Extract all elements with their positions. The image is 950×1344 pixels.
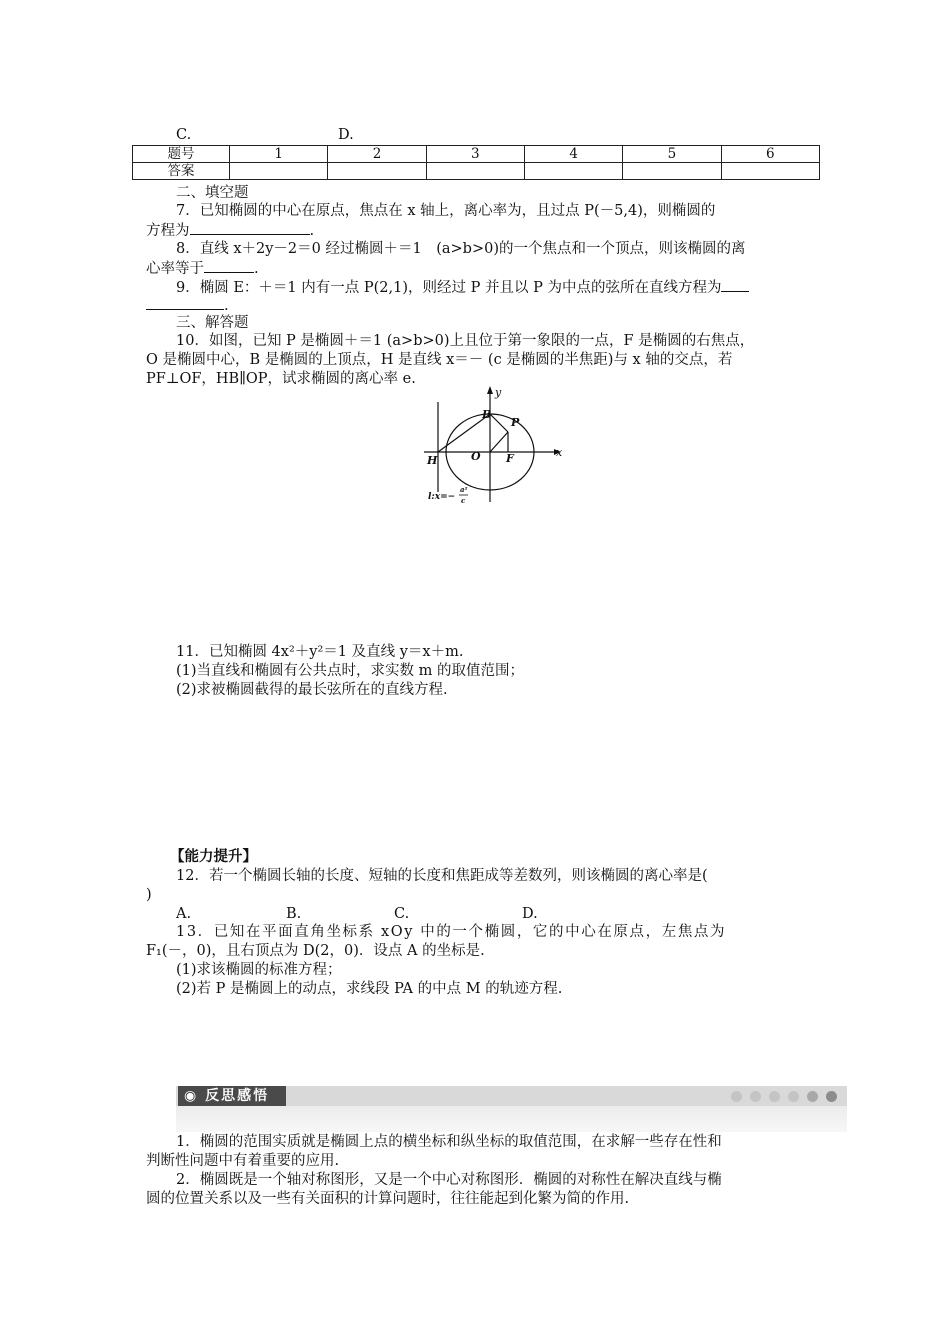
label-O: O xyxy=(471,450,481,463)
banner-dot xyxy=(769,1091,780,1102)
q8-line1: 8．直线 x＋2y－2＝0 经过椭圆＋＝1 (a>b>0)的一个焦点和一个顶点，则该椭圆的离 xyxy=(176,241,746,257)
q11-part2: (2)求被椭圆截得的最长弦所在的直线方程. xyxy=(176,682,448,698)
q9-line1 xyxy=(176,277,749,297)
banner-dot xyxy=(731,1091,742,1102)
q11-line1: 11．已知椭圆 4x²＋y²＝1 及直线 y＝x＋m. xyxy=(176,644,464,660)
q9-line1-text: 9．椭圆 E：＋＝1 内有一点 P(2,1)，则经过 P 并且以 P 为中点的弦所在直线方程为 xyxy=(176,280,722,296)
q12-option-c: C. xyxy=(394,906,410,922)
answer-cell[interactable] xyxy=(230,163,328,180)
answer-cell[interactable] xyxy=(721,163,819,180)
label-directrix-num: a² xyxy=(460,485,468,494)
reflection-p2-line2: 圆的位置关系以及一些有关面积的计算问题时，往往能起到化繁为简的作用. xyxy=(146,1191,630,1207)
q10-line2: O 是椭圆中心，B 是椭圆的上顶点，H 是直线 x＝－ (c 是椭圆的半焦距)与 x 轴的交点，若 xyxy=(146,352,733,368)
q9-line2 xyxy=(146,295,229,315)
q7-line2 xyxy=(146,220,314,240)
answer-cell[interactable] xyxy=(524,163,622,180)
q12-line1: 12．若一个椭圆长轴的长度、短轴的长度和焦距成等差数列，则该椭圆的离心率是( xyxy=(176,868,708,884)
answer-table-number: 1 xyxy=(230,146,328,163)
answer-table xyxy=(132,145,820,180)
answer-table-number: 4 xyxy=(524,146,622,163)
answer-table-header-row xyxy=(133,146,820,163)
q8-line2-text: 心率等于 xyxy=(146,261,204,277)
label-x: x xyxy=(556,446,563,459)
answer-table-number: 5 xyxy=(623,146,721,163)
label-directrix-den: c xyxy=(461,496,466,505)
q10-line1: 10．如图，已知 P 是椭圆＋＝1 (a>b>0)上且位于第一象限的一点，F 是椭圆的右焦点， xyxy=(176,333,755,349)
q8-line2-end: . xyxy=(254,261,259,277)
banner-dot xyxy=(807,1091,818,1102)
q7-line1: 7．已知椭圆的中心在原点，焦点在 x 轴上，离心率为，且过点 P(－5,4)，则椭圆的 xyxy=(176,203,716,219)
q12-option-d: D. xyxy=(522,906,538,922)
answer-table-number: 2 xyxy=(328,146,426,163)
answer-table-answer-row xyxy=(133,163,820,180)
section-fill-in-title: 二、填空题 xyxy=(176,185,249,201)
label-directrix: l:x=− xyxy=(428,492,456,502)
q9-line2-end: . xyxy=(224,298,229,314)
answer-table-number: 6 xyxy=(721,146,819,163)
q8-line2 xyxy=(146,258,259,278)
answer-cell[interactable] xyxy=(426,163,524,180)
q9-answer-blank-a[interactable] xyxy=(721,277,749,292)
ellipse-figure xyxy=(418,384,568,510)
banner-dot xyxy=(788,1091,799,1102)
q8-answer-blank[interactable] xyxy=(204,258,254,273)
q6-option-d: D. xyxy=(338,127,354,143)
answer-table-header-label: 题号 xyxy=(133,146,230,163)
q9-answer-blank-b[interactable] xyxy=(146,295,224,310)
q10-line3: PF⊥OF，HB∥OP，试求椭圆的离心率 e. xyxy=(146,371,416,387)
banner-dots xyxy=(723,1090,837,1106)
reflection-p1-line2: 判断性问题中有着重要的应用. xyxy=(146,1153,340,1169)
reflection-banner xyxy=(176,1086,847,1132)
q7-line2-text: 方程为 xyxy=(146,223,190,239)
reflection-banner-shade xyxy=(176,1106,847,1132)
ability-title: 【能力提升】 xyxy=(170,848,257,865)
q6-option-c: C. xyxy=(176,127,192,143)
answer-table-number: 3 xyxy=(426,146,524,163)
banner-dot xyxy=(750,1091,761,1102)
segment-OP xyxy=(490,432,508,452)
q7-line2-end: . xyxy=(309,223,315,239)
y-axis-arrow xyxy=(487,386,493,394)
q7-answer-blank[interactable] xyxy=(190,220,310,235)
answer-table-answer-label: 答案 xyxy=(133,163,230,180)
banner-dot xyxy=(826,1091,837,1102)
q12-option-a: A. xyxy=(176,906,192,922)
q12-line2: ) xyxy=(146,887,152,903)
reflection-title: ◉ 反思感悟 xyxy=(178,1086,286,1106)
section-solve-title: 三、解答题 xyxy=(176,315,249,331)
q11-part1: (1)当直线和椭圆有公共点时，求实数 m 的取值范围； xyxy=(176,663,525,679)
answer-cell[interactable] xyxy=(328,163,426,180)
answer-cell[interactable] xyxy=(623,163,721,180)
label-B: B xyxy=(482,408,492,421)
reflection-p1-line1: 1．椭圆的范围实质就是椭圆上点的横坐标和纵坐标的取值范围，在求解一些存在性和 xyxy=(176,1134,722,1150)
reflection-p2-line1: 2．椭圆既是一个轴对称图形，又是一个中心对称图形．椭圆的对称性在解决直线与椭 xyxy=(176,1172,722,1188)
q13-part2: (2)若 P 是椭圆上的动点，求线段 PA 的中点 M 的轨迹方程. xyxy=(176,981,563,997)
label-F: F xyxy=(506,452,514,465)
label-P: P xyxy=(511,416,520,429)
q12-option-b: B. xyxy=(286,906,302,922)
label-H: H xyxy=(427,454,438,467)
label-y: y xyxy=(495,386,502,399)
q13-part1: (1)求该椭圆的标准方程； xyxy=(176,962,342,978)
q13-line2: F₁(－，0)，且右顶点为 D(2，0)．设点 A 的坐标是. xyxy=(146,943,485,959)
q13-line1: 13．已知在平面直角坐标系 xOy 中的一个椭圆，它的中心在原点，左焦点为 xyxy=(176,924,727,940)
